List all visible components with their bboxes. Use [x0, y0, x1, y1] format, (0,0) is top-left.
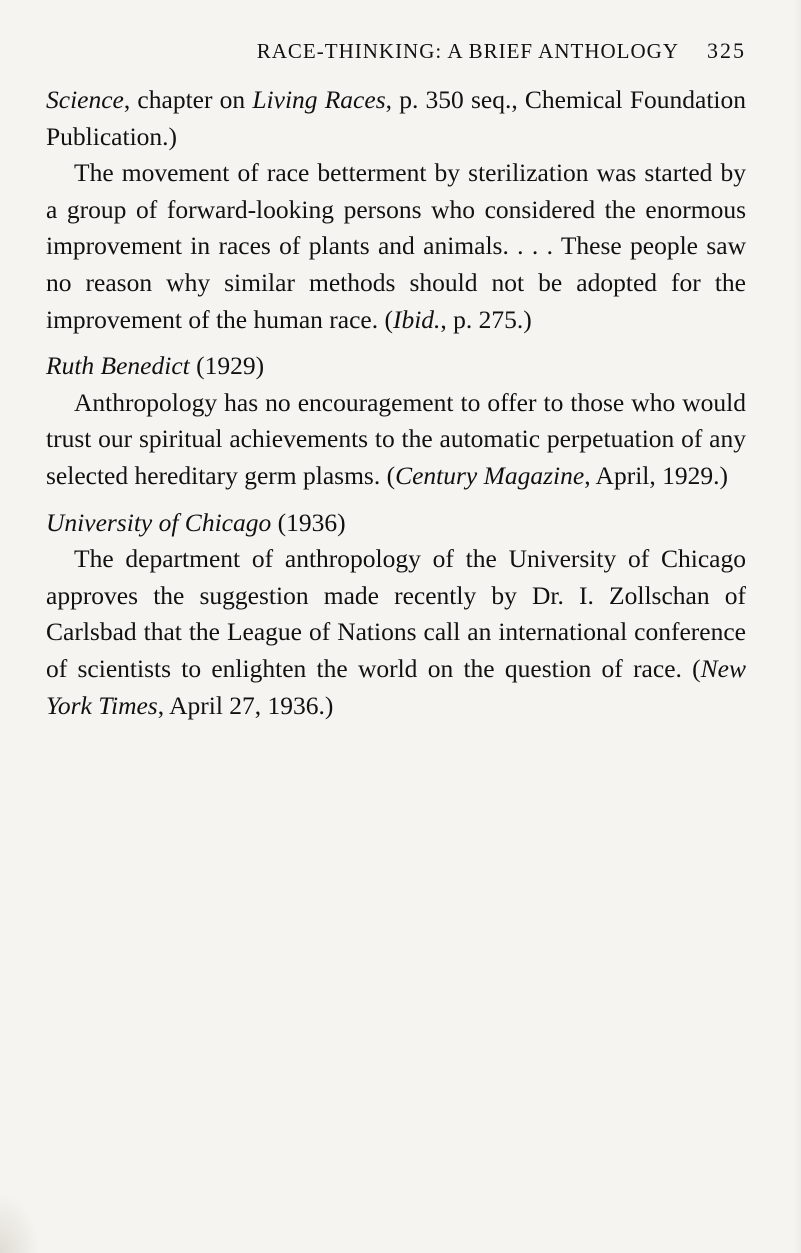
source-title: Science [46, 85, 124, 114]
entry-year: (1936) [277, 507, 346, 537]
book-page [46, 38, 746, 724]
quotation-paragraph [46, 155, 746, 338]
text-run: , April, 1929.) [584, 460, 728, 490]
entry-heading-benedict [46, 348, 746, 385]
text-run: , p. 350 seq., Chemical Foundation Publication.) [46, 85, 746, 151]
quotation-text: The department of anthropology of the University of Chicago approves the suggestion made recently by Dr. I. Zollschan of Carlsbad that the League of Nations call an international conference of scientists to enlighten the world on the question of race. ( [46, 544, 746, 683]
page-edge-shadow [793, 0, 801, 1253]
source-title: New York Times [46, 653, 746, 720]
text-run: , chapter on [123, 85, 253, 114]
page-corner-smudge [0, 1193, 40, 1253]
entry-heading-chicago [46, 505, 746, 542]
source-title: Century Magazine [395, 460, 585, 490]
citation-continuation [46, 82, 746, 155]
entry-quotation-chicago [46, 541, 746, 724]
quotation-text: Anthropology has no encouragement to offer to those who would trust our spiritual achievements to the automatic perpetuation of any selected hereditary germ plasms. ( [46, 387, 746, 490]
quotation-text: The movement of race betterment by sterilization was started by a group of forward-looking persons who considered the enormous improvement in races of plants and animals. . . . These people saw no reason why similar methods should not be adopted for the improvement of the human race. ( [46, 158, 746, 334]
entry-author: University of Chicago [46, 507, 272, 537]
text-run: , April 27, 1936.) [157, 690, 334, 720]
body-text [46, 82, 746, 724]
page-number: 325 [707, 38, 746, 63]
ibid-reference: Ibid. [392, 304, 441, 334]
running-head [46, 38, 746, 72]
entry-quotation-benedict [46, 385, 746, 495]
running-head-title: RACE-THINKING: A BRIEF ANTHOLOGY [256, 39, 679, 63]
entry-year: (1929) [196, 351, 265, 381]
text-run: , p. 275.) [440, 304, 532, 334]
chapter-title: Living Races [252, 85, 386, 114]
entry-author: Ruth Benedict [46, 351, 190, 381]
